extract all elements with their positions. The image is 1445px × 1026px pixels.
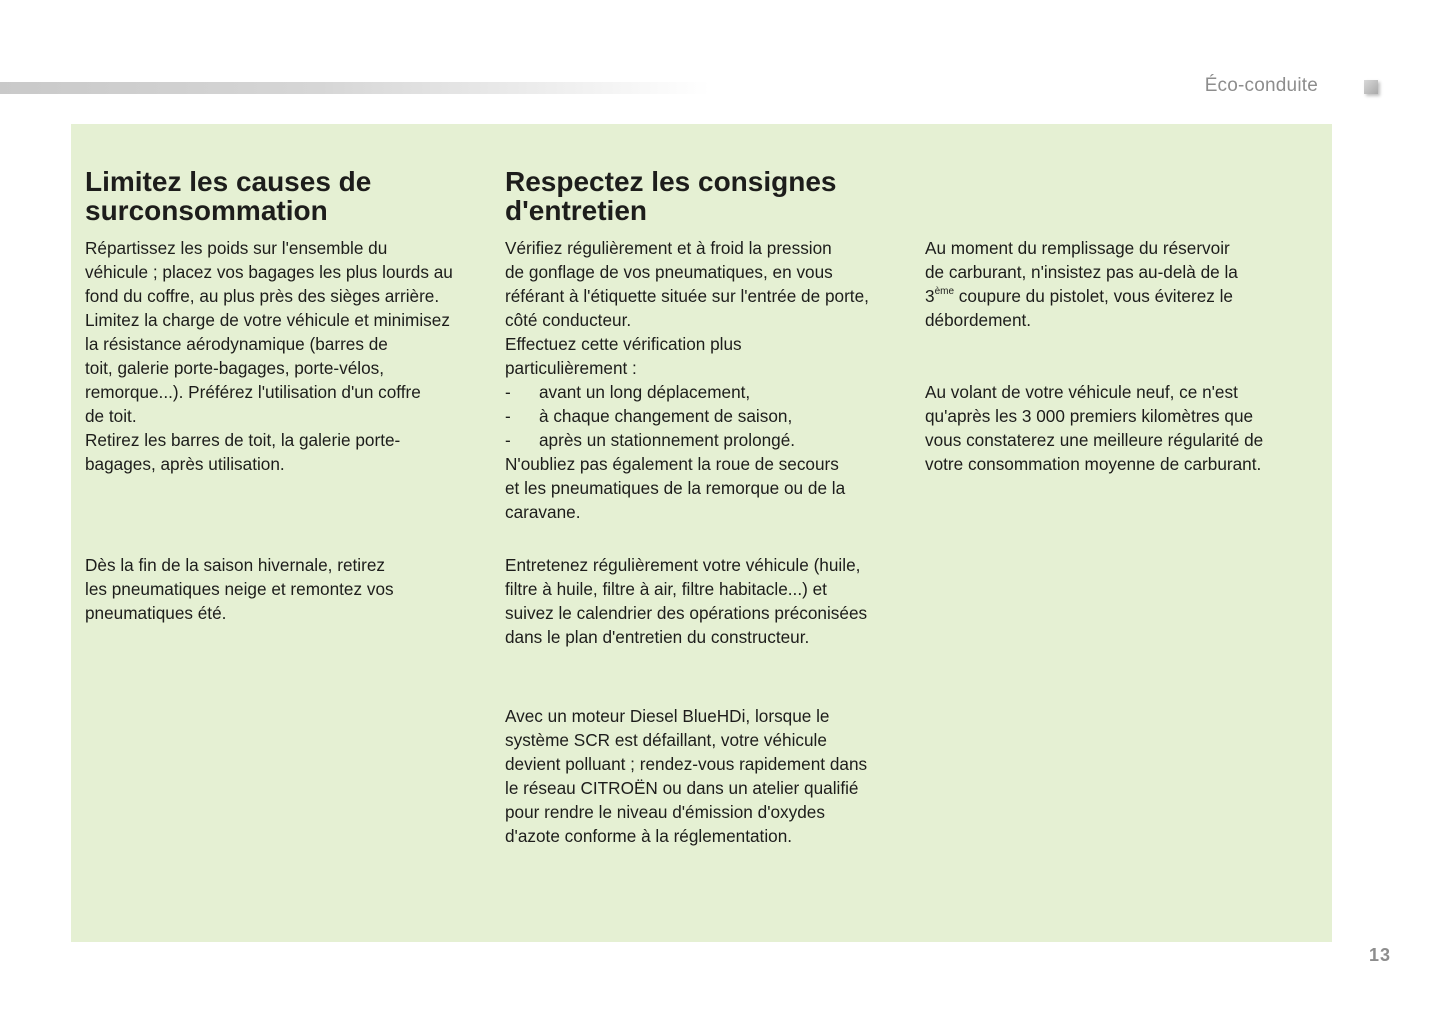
paragraph-bluehdi (505, 704, 867, 848)
section-label: Éco-conduite (1204, 75, 1318, 96)
text-line (925, 284, 1238, 308)
text-line: suivez le calendrier des opérations préconisées (505, 603, 868, 623)
heading-line: Limitez les causes de (85, 166, 372, 197)
list-item-text: avant un long déplacement, (539, 382, 751, 402)
text-line: référant à l'étiquette située sur l'entrée de porte, (505, 286, 869, 306)
text-line: Retirez les barres de toit, la galerie porte- (85, 430, 401, 450)
text-line: les pneumatiques neige et remontez vos (85, 579, 394, 599)
column-surconsommation (85, 166, 485, 623)
list-bullet: - (505, 406, 511, 426)
paragraph-entretien-vehicule (505, 553, 867, 649)
text-line: Au moment du remplissage du réservoir (925, 238, 1230, 258)
list-bullet: - (505, 430, 511, 450)
text-line: système SCR est défaillant, votre véhicule (505, 730, 827, 750)
text-line: Au volant de votre véhicule neuf, ce n'est (925, 382, 1238, 402)
text-line: particulièrement : (505, 358, 637, 378)
text-line: fond du coffre, au plus près des sièges arrière. (85, 286, 440, 306)
text-line: bagages, après utilisation. (85, 454, 285, 474)
page-number: 13 (1369, 945, 1392, 965)
text-line: remorque...). Préférez l'utilisation d'un coffre (85, 382, 421, 402)
list-item-text: à chaque changement de saison, (539, 406, 793, 426)
text-line: de toit. (85, 406, 137, 426)
list-item (505, 428, 869, 452)
header-rule (0, 82, 710, 94)
list-bullet: - (505, 382, 511, 402)
paragraph-vehicule-neuf (925, 380, 1263, 476)
heading-surconsommation (85, 167, 485, 225)
text-line: la résistance aérodynamique (barres de (85, 334, 388, 354)
text-line: et les pneumatiques de la remorque ou de la (505, 478, 846, 498)
text-fragment: coupure du pistolet, vous éviterez le (954, 286, 1233, 306)
text-line: Dès la fin de la saison hivernale, retirez (85, 555, 385, 575)
text-line: N'oubliez pas également la roue de secours (505, 454, 839, 474)
text-line: côté conducteur. (505, 310, 632, 330)
ordinal-number: 3 (925, 286, 935, 306)
text-line: pour rendre le niveau d'émission d'oxydes (505, 802, 825, 822)
text-line: véhicule ; placez vos bagages les plus lourds au (85, 262, 453, 282)
heading-line: Respectez les consignes (505, 166, 837, 197)
heading-entretien (505, 167, 905, 225)
corner-marker (1364, 80, 1378, 94)
text-line: vous constaterez une meilleure régularité de (925, 430, 1264, 450)
paragraph-pneus-hiver (85, 553, 394, 625)
text-line: Entretenez régulièrement votre véhicule (huile, (505, 555, 861, 575)
heading-line: d'entretien (505, 195, 648, 226)
list-item (505, 380, 869, 404)
text-line: qu'après les 3 000 premiers kilomètres que (925, 406, 1254, 426)
text-line: de gonflage de vos pneumatiques, en vous (505, 262, 833, 282)
column-entretien (505, 166, 905, 846)
text-line: dans le plan d'entretien du constructeur. (505, 627, 810, 647)
text-line: Effectuez cette vérification plus (505, 334, 742, 354)
heading-line: surconsommation (85, 195, 328, 226)
text-line: Vérifiez régulièrement et à froid la pression (505, 238, 832, 258)
paragraph-remplissage-reservoir (925, 236, 1238, 332)
list-item-text: après un stationnement prolongé. (539, 430, 796, 450)
text-line: d'azote conforme à la réglementation. (505, 826, 793, 846)
text-line: pneumatiques été. (85, 603, 227, 623)
text-line: Avec un moteur Diesel BlueHDi, lorsque le (505, 706, 830, 726)
text-line: devient polluant ; rendez-vous rapidement dans (505, 754, 868, 774)
text-line: le réseau CITROËN ou dans un atelier qualifié (505, 778, 859, 798)
text-line: débordement. (925, 310, 1032, 330)
list-item (505, 404, 869, 428)
text-line: votre consommation moyenne de carburant. (925, 454, 1262, 474)
text-line: caravane. (505, 502, 581, 522)
ordinal-suffix: ème (934, 286, 955, 297)
text-line: filtre à huile, filtre à air, filtre habitacle...) et (505, 579, 827, 599)
paragraph-repartition-poids (85, 236, 453, 476)
paragraph-pression-pneus (505, 236, 869, 524)
text-line: de carburant, n'insistez pas au-delà de la (925, 262, 1238, 282)
text-line: toit, galerie porte-bagages, porte-vélos, (85, 358, 385, 378)
text-line: Limitez la charge de votre véhicule et minimisez (85, 310, 450, 330)
text-line: Répartissez les poids sur l'ensemble du (85, 238, 388, 258)
